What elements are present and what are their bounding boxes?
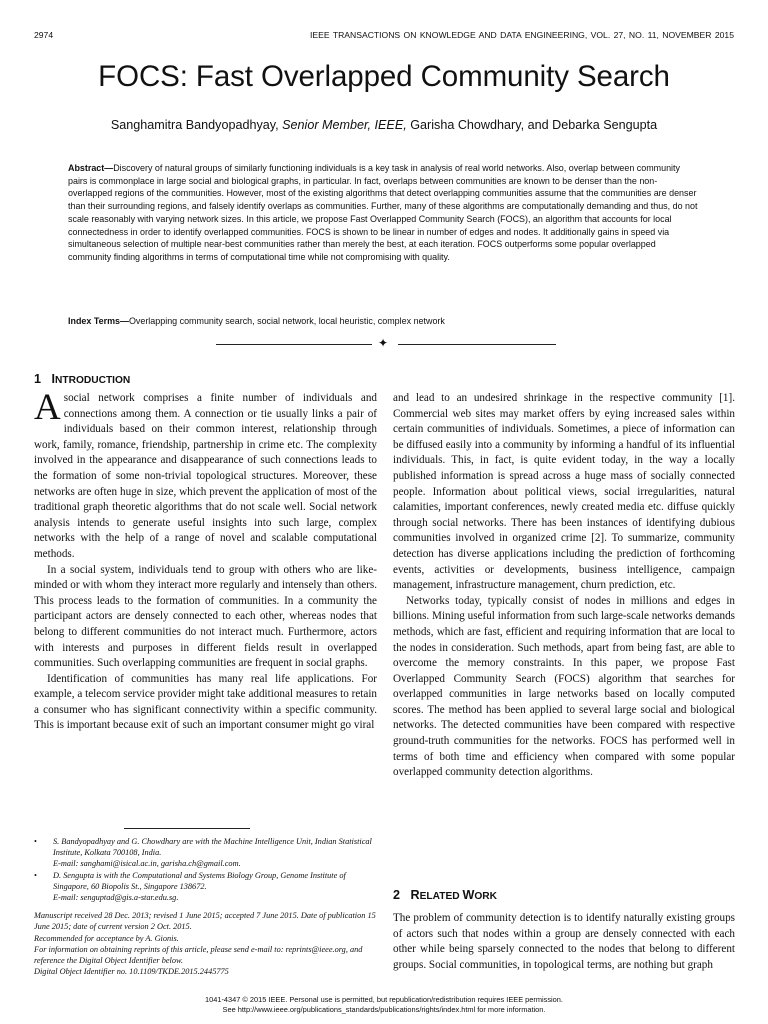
- related-work-text: [393, 911, 735, 973]
- other-authors: Garisha Chowdhary, and Debarka Sengupta: [410, 118, 658, 132]
- footnotes: [34, 836, 379, 977]
- related-work-paragraph-1: The problem of community detection is to identify naturally existing groups of actors such that nodes within a group are densely connected with each other while being sparsely connected to the nodes that belong to different groups. Social communities, in topological terms, are nothing but graph: [393, 912, 735, 971]
- author-line: [0, 118, 768, 132]
- footnote-affiliation-text: S. Bandyopadhyay and G. Chowdhary are with the Machine Intelligence Unit, Indian Statistical Institute, Kolkata 700108, India.: [53, 837, 372, 858]
- manuscript-dates: Manuscript received 28 Dec. 2013; revised 1 June 2015; accepted 7 June 2015. Date of publication 15 June 2015; date of current version 2 Oct. 2015.: [34, 911, 376, 932]
- section-title-rest-2: ORK: [474, 891, 497, 902]
- intro-paragraph-1: [34, 387, 377, 563]
- journal-name: IEEE TRANSACTIONS ON KNOWLEDGE AND DATA ENGINEERING, VOL. 27, NO. 11, NOVEMBER 2015: [310, 30, 734, 40]
- copyright-notice: [0, 995, 768, 1015]
- abstract: [68, 162, 700, 264]
- doi: Digital Object Identifier no. 10.1109/TKDE.2015.2445775: [34, 967, 229, 977]
- left-column: [34, 387, 377, 734]
- footnote-affiliation-text: D. Sengupta is with the Computational and Systems Biology Group, Genome Institute of Singapore, 60 Biopolis St., Singapore 138672.: [53, 870, 346, 891]
- section-number: 2: [393, 888, 401, 902]
- intro-paragraph-3-continued: and lead to an undesired shrinkage in the respective community [1]. Commercial web sites may market offers by eying increased sales within certain communities of individuals. Sometimes, a piece of information can be diffused easily into a community by informing a handful of its influential individuals. This, in fact, is quite evident today, in the way a locally published information is spread across a huge mass of socially connected people. Information about political views, social irregularities, natural calamities, important conferences, newly created media etc. diffuse quickly through social networks. There has been instances of identifying dubious communities involved in organized crime [2]. To summarize, community detection has diverse applications including the prediction of forthcoming events, activities or developments, business intelligence, campaign management, infrastructure management, churn prediction, etc.: [393, 392, 735, 592]
- paper-title: FOCS: Fast Overlapped Community Search: [98, 60, 670, 93]
- author-1-role: Senior Member, IEEE,: [282, 118, 407, 132]
- abstract-text: Discovery of natural groups of similarly functioning individuals is a key task in analysis of real world networks. Also, overlap between community pairs is commonplace in large social and biological graphs, in particular. In fact, overlaps between communities are known to be denser than the non-overlapped regions of the communities. However, most of the existing algorithms that detect overlapping communities assume that the communities are denser than their surrounding regions, and falsely identify overlaps as communities. Further, many of these algorithms are computationally demanding and thus, do not scale reasonably with varying network sizes. In this article, we propose Fast Overlapped Community Search (FOCS), an algorithm that accounts for local connectedness in order to identify overlapped communities. FOCS is shown to be linear in number of edges and nodes. It additionally gains in speed via simultaneous selection of multiple near-best communities rather than merely the best, at each iteration. FOCS outperforms some popular overlapped community finding algorithms in terms of computational time while not compromising with quality.: [68, 163, 698, 262]
- separator-rule-right: [398, 344, 556, 345]
- author-1: Sanghamitra Bandyopadhyay,: [110, 118, 279, 132]
- reprints-info: For information on obtaining reprints of this article, please send e-mail to: reprints@ieee.org, and reference the Digital Object Identifier below.: [34, 944, 363, 966]
- intro-p1-text: social network comprises a finite number of individuals and connections among them. A connection or tie usually links a pair of individuals based on their common interest, relationship through work, family, romance, friendship, partnership in crime etc. The complexity involved in the appearance and disappearance of such connections leads to the formation of some non-trivial topological structures. Moreover, these networks are often huge in size, which prevent the application of most of the traditional graph theoretic algorithms that do not scale well. Social network analysis intends to generate useful insights into such large, complex networks with the help of a range of novel and scalable computational methods.: [34, 392, 377, 560]
- section-number: 1: [34, 372, 42, 386]
- index-terms-text: Overlapping community search, social network, local heuristic, complex network: [128, 316, 445, 326]
- section-title-rest: NTRODUCTION: [55, 375, 131, 386]
- abstract-label: Abstract—: [68, 163, 114, 173]
- section-title-first-letter: R: [410, 888, 420, 902]
- copyright-line-2: See http://www.ieee.org/publications_standards/publications/rights/index.html for more information.: [222, 1005, 546, 1014]
- section-title-second-letter: W: [462, 888, 475, 902]
- recommended-by: Recommended for acceptance by A. Gionis.: [34, 933, 179, 943]
- index-terms-label: Index Terms—: [68, 316, 129, 326]
- separator-diamond-icon: ✦: [378, 336, 389, 350]
- section-heading-introduction: [34, 372, 130, 386]
- footnote-affiliation-2: [34, 870, 379, 904]
- section-title-first-letter: I: [51, 372, 56, 386]
- copyright-line-1: 1041-4347 © 2015 IEEE. Personal use is permitted, but republication/redistribution requires IEEE permission.: [205, 995, 563, 1004]
- index-terms: [68, 316, 700, 326]
- footnote-email: E-mail: senguptad@gis.a-star.edu.sg.: [53, 893, 179, 903]
- intro-paragraph-2: In a social system, individuals tend to group with others who are like-minded or with whom they interact more regularly and intensely than others. This process leads to the formation of communities. In a community the participant actors are densely connected to each other, whereas nodes that belong to different communities do not interact much. Furthermore, actors with interests and purposes in different fields result in overlapped communities. Such overlapping communities are frequent in social graphs.: [34, 563, 377, 670]
- section-heading-related-work: [393, 888, 497, 902]
- page-number: 2974: [34, 30, 54, 40]
- footnote-affiliation-1: [34, 836, 379, 870]
- bullet: •: [34, 870, 37, 880]
- footnote-rule: [124, 828, 250, 829]
- bullet: •: [34, 837, 37, 846]
- footnote-email: E-mail: sanghami@isical.ac.in, garisha.ch@gmail.com.: [53, 859, 241, 869]
- intro-paragraph-3: Identification of communities has many real life applications. For example, a telecom service provider might take additional measures to retain a consumer who has significant connectivity within a specific community. This is important because exit of such an important consumer might go viral: [34, 672, 377, 732]
- separator-rule-left: [216, 344, 372, 345]
- right-column: [393, 391, 735, 781]
- drop-cap: A: [34, 387, 61, 428]
- intro-paragraph-4: Networks today, typically consist of nodes in millions and edges in billions. Mining useful information from such large-scale networks demands methods, which are fast, efficient and requiring information that are local to the nodes in consideration. Such methods, apart from being fast, are able to overcome the memory constraints. In this paper, we propose Fast Overlapped Community Search (FOCS) algorithm that searches for overlapped communities in large networks based on locally computed scores. The method has been applied to several large social and biological networks. The detected communities have been compared with respective ground-truth communities for the networks. FOCS has performed well in terms of both time and efficiency when compared with some popular overlapped community detection algorithms.: [393, 594, 735, 779]
- running-head: [34, 30, 734, 44]
- section-title-rest: ELATED: [419, 891, 463, 902]
